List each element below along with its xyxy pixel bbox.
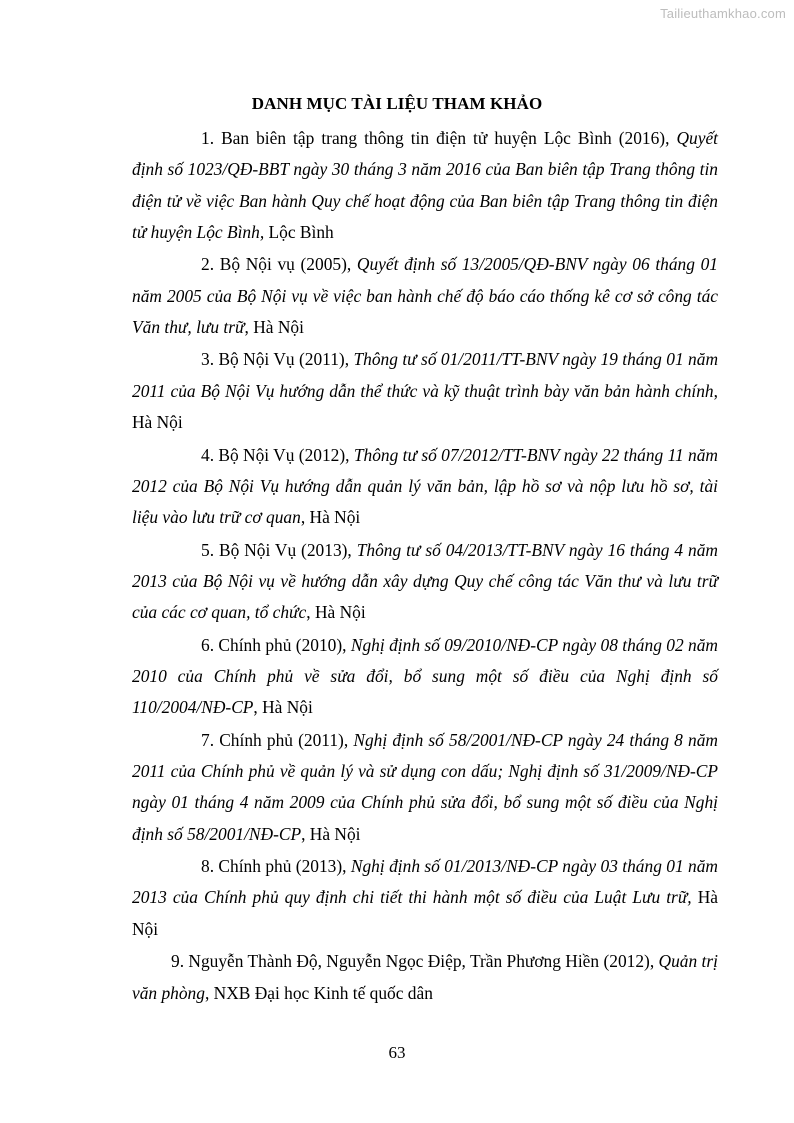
- reference-place: , Hà Nội: [306, 602, 366, 623]
- reference-author: Nguyễn Thành Độ, Nguyễn Ngọc Điệp, Trần Phương Hiền (2012),: [184, 951, 659, 972]
- reference-number: 8.: [201, 856, 215, 877]
- reference-title: Quản trị văn phòng: [132, 951, 718, 1003]
- reference-number: 1.: [201, 128, 215, 148]
- reference-title: Quyết định số 1023/QĐ-BBT ngày 30 tháng 3 năm 2016 của Ban biên tập Trang thông tin điện tử về việc Ban hành Quy chế hoạt động của Ban biên tập Trang thông tin điện tử huyện Lộc Bình,: [132, 128, 718, 242]
- reference-number: 6.: [201, 634, 215, 655]
- reference-place: , Hà Nội: [244, 316, 304, 337]
- reference-place: , Hà Nội: [300, 507, 361, 528]
- reference-number: 3.: [201, 349, 215, 370]
- reference-place: , Hà Nội: [253, 697, 313, 718]
- reference-place: Hà Nội: [132, 887, 718, 939]
- reference-title: Nghị định số 01/2013/NĐ-CP ngày 03 tháng 01 năm 2013 của Chính phủ quy định chi tiết thi hành một số điều của Luật Lưu trữ,: [132, 856, 718, 908]
- reference-author: Chính phủ (2013),: [214, 856, 351, 877]
- reference-number: 2.: [201, 254, 215, 275]
- reference-title: Quyết định số 13/2005/QĐ-BNV ngày 06 tháng 01 năm 2005 của Bộ Nội vụ về việc ban hành chế độ báo cáo thống kê cơ sở công tác Văn thư, lưu trữ: [132, 254, 718, 337]
- reference-title: Thông tư số 01/2011/TT-BNV ngày 19 tháng 01 năm 2011 của Bộ Nội Vụ hướng dẫn thể thức và kỹ thuật trình bày văn bản hành chính: [132, 349, 719, 401]
- reference-item-1: [132, 123, 718, 248]
- reference-title: Thông tư số 04/2013/TT-BNV ngày 16 tháng 4 năm 2013 của Bộ Nội vụ về hướng dẫn xây dựng Quy chế công tác Văn thư và lưu trữ của các cơ quan, tổ chức: [132, 539, 718, 623]
- reference-author: Ban biên tập trang thông tin điện tử huyện Lộc Bình (2016),: [214, 128, 677, 148]
- reference-place: , Hà Nội: [132, 380, 718, 433]
- reference-item-8: [132, 851, 718, 945]
- reference-place: , Hà Nội: [301, 823, 361, 844]
- reference-title: Thông tư số 07/2012/TT-BNV ngày 22 tháng 11 năm 2012 của Bộ Nội Vụ hướng dẫn quản lý văn bản, lập hồ sơ và nộp lưu hồ sơ, tài liệu vào lưu trữ cơ quan: [132, 444, 718, 528]
- watermark-text: Tailieuthamkhao.com: [660, 6, 786, 21]
- page-title: DANH MỤC TÀI LIỆU THAM KHẢO: [251, 94, 543, 113]
- reference-title: Nghị định số 09/2010/NĐ-CP ngày 08 tháng 02 năm 2010 của Chính phủ về sửa đổi, bổ sung một số điều của Nghị định số 110/2004/NĐ-CP: [132, 634, 718, 718]
- reference-item-2: [132, 249, 718, 343]
- reference-item-7: [132, 725, 718, 850]
- reference-item-6: [132, 630, 718, 724]
- reference-place: , NXB Đại học Kinh tế quốc dân: [204, 982, 433, 1003]
- reference-author: Bộ Nội vụ (2005),: [214, 254, 357, 275]
- reference-number: 9.: [171, 951, 185, 972]
- reference-item-9: [132, 946, 718, 1009]
- reference-author: Chính phủ (2010),: [214, 634, 351, 655]
- page-number: 63: [388, 1043, 406, 1062]
- reference-list: [132, 123, 718, 1010]
- reference-item-4: [132, 440, 718, 534]
- reference-number: 4.: [201, 444, 215, 465]
- reference-number: 7.: [201, 729, 215, 750]
- reference-author: Bộ Nội Vụ (2012),: [214, 444, 354, 465]
- reference-item-5: [132, 535, 718, 629]
- reference-author: Bộ Nội Vụ (2013),: [214, 539, 357, 560]
- reference-author: Chính phủ (2011),: [214, 729, 354, 750]
- reference-item-3: [132, 344, 718, 438]
- reference-place: Lộc Bình: [264, 221, 334, 242]
- reference-title: Nghị định số 58/2001/NĐ-CP ngày 24 tháng 8 năm 2011 của Chính phủ về quản lý và sử dụng con dấu; Nghị định số 31/2009/NĐ-CP ngày 01 tháng 4 năm 2009 của Chính phủ sửa đổi, bổ sung một số điều của Nghị định số 58/2001/NĐ-CP: [132, 729, 718, 844]
- reference-author: Bộ Nội Vụ (2011),: [214, 349, 354, 370]
- reference-number: 5.: [201, 539, 215, 560]
